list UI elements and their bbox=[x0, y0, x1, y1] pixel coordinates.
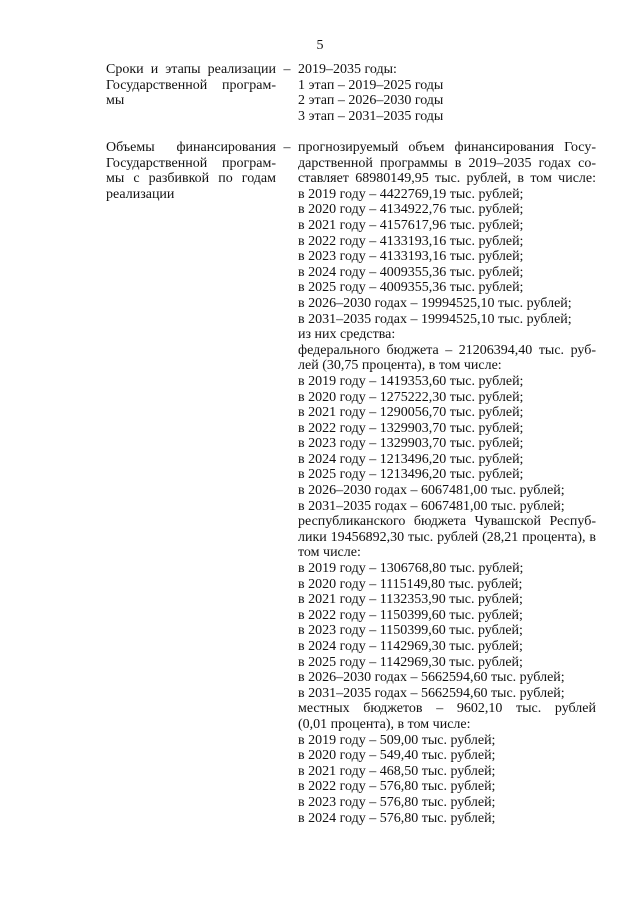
funding-line: в 2024 году – 576,80 тыс. рублей; bbox=[298, 810, 496, 826]
funding-label-line: Государственной програм- bbox=[106, 155, 276, 171]
timeline-line: 2 этап – 2026–2030 годы bbox=[298, 93, 444, 109]
funding-dash: – bbox=[283, 140, 291, 155]
timeline-line: 2019–2035 годы: bbox=[298, 62, 397, 77]
funding-line: в 2020 году – 4134922,76 тыс. рублей; bbox=[298, 202, 524, 218]
funding-line: в 2022 году – 1150399,60 тыс. рублей; bbox=[298, 607, 523, 623]
funding-line: республиканского бюджета Чувашской Респуб- bbox=[298, 514, 596, 530]
funding-label bbox=[106, 140, 276, 202]
funding-line: в 2020 году – 549,40 тыс. рублей; bbox=[298, 748, 496, 764]
funding-line: в 2023 году – 1329903,70 тыс. рублей; bbox=[298, 436, 524, 452]
timeline-label-line: Государственной програм- bbox=[106, 77, 276, 93]
funding-line: в 2022 году – 1329903,70 тыс. рублей; bbox=[298, 420, 524, 436]
funding-line: в 2020 году – 1275222,30 тыс. рублей; bbox=[298, 389, 524, 405]
funding-line: ставляет 68980149,95 тыс. рублей, в том числе: bbox=[298, 171, 596, 187]
funding-line: том числе: bbox=[298, 545, 361, 561]
funding-line: в 2021 году – 468,50 тыс. рублей; bbox=[298, 763, 496, 779]
funding-line: лей (30,75 процента), в том числе: bbox=[298, 358, 502, 374]
timeline-dash: – bbox=[283, 62, 291, 77]
funding-line: дарственной программы в 2019–2035 годах со- bbox=[298, 155, 596, 171]
timeline-line: 3 этап – 2031–2035 годы bbox=[298, 108, 444, 124]
funding-line: в 2031–2035 годах – 6067481,00 тыс. рублей; bbox=[298, 498, 565, 514]
funding-line: в 2031–2035 годах – 19994525,10 тыс. рублей; bbox=[298, 311, 572, 327]
funding-line: в 2023 году – 576,80 тыс. рублей; bbox=[298, 794, 496, 810]
funding-line: в 2023 году – 1150399,60 тыс. рублей; bbox=[298, 623, 523, 639]
funding-line: в 2026–2030 годах – 5662594,60 тыс. рублей; bbox=[298, 670, 565, 686]
funding-line: лики 19456892,30 тыс. рублей (28,21 процента), в bbox=[298, 529, 596, 545]
funding-line: в 2021 году – 1290056,70 тыс. рублей; bbox=[298, 405, 524, 421]
funding-line: в 2024 году – 1213496,20 тыс. рублей; bbox=[298, 451, 524, 467]
funding-line: в 2022 году – 4133193,16 тыс. рублей; bbox=[298, 233, 524, 249]
funding-line: в 2024 году – 4009355,36 тыс. рублей; bbox=[298, 264, 524, 280]
funding-line: в 2025 году – 1213496,20 тыс. рублей; bbox=[298, 467, 524, 483]
funding-line: в 2026–2030 годах – 6067481,00 тыс. рублей; bbox=[298, 483, 565, 499]
timeline-label bbox=[106, 62, 276, 109]
funding-line: местных бюджетов – 9602,10 тыс. рублей bbox=[298, 701, 596, 717]
funding-line: в 2020 году – 1115149,80 тыс. рублей; bbox=[298, 576, 523, 592]
funding-line: (0,01 процента), в том числе: bbox=[298, 716, 471, 732]
funding-line: в 2026–2030 годах – 19994525,10 тыс. рублей; bbox=[298, 295, 572, 311]
funding-line: в 2019 году – 1306768,80 тыс. рублей; bbox=[298, 561, 524, 577]
funding-content bbox=[298, 140, 596, 826]
funding-line: в 2021 году – 1132353,90 тыс. рублей; bbox=[298, 592, 523, 608]
funding-line: в 2031–2035 годах – 5662594,60 тыс. рублей; bbox=[298, 685, 565, 701]
funding-line: прогнозируемый объем финансирования Госу- bbox=[298, 140, 596, 155]
funding-line: в 2023 году – 4133193,16 тыс. рублей; bbox=[298, 249, 524, 265]
funding-line: в 2019 году – 4422769,19 тыс. рублей; bbox=[298, 186, 524, 202]
timeline-line: 1 этап – 2019–2025 годы bbox=[298, 77, 444, 93]
funding-label-line: Объемы финансирования bbox=[106, 140, 276, 155]
funding-label-line: мы с разбивкой по годам bbox=[106, 171, 276, 187]
funding-line: в 2025 году – 1142969,30 тыс. рублей; bbox=[298, 654, 523, 670]
funding-line: в 2025 году – 4009355,36 тыс. рублей; bbox=[298, 280, 524, 296]
funding-line: федерального бюджета – 21206394,40 тыс. руб- bbox=[298, 342, 596, 358]
funding-line: в 2022 году – 576,80 тыс. рублей; bbox=[298, 779, 496, 795]
timeline-label-line: Сроки и этапы реализации bbox=[106, 62, 276, 77]
funding-line: в 2024 году – 1142969,30 тыс. рублей; bbox=[298, 639, 523, 654]
page-number: 5 bbox=[316, 38, 324, 53]
funding-label-line: реализации bbox=[106, 186, 175, 202]
timeline-label-line: мы bbox=[106, 93, 125, 109]
timeline-content bbox=[298, 62, 596, 124]
funding-line: в 2019 году – 1419353,60 тыс. рублей; bbox=[298, 373, 524, 389]
funding-line: в 2021 году – 4157617,96 тыс. рублей; bbox=[298, 217, 524, 233]
funding-line: из них средства: bbox=[298, 327, 396, 343]
funding-line: в 2019 году – 509,00 тыс. рублей; bbox=[298, 732, 496, 748]
